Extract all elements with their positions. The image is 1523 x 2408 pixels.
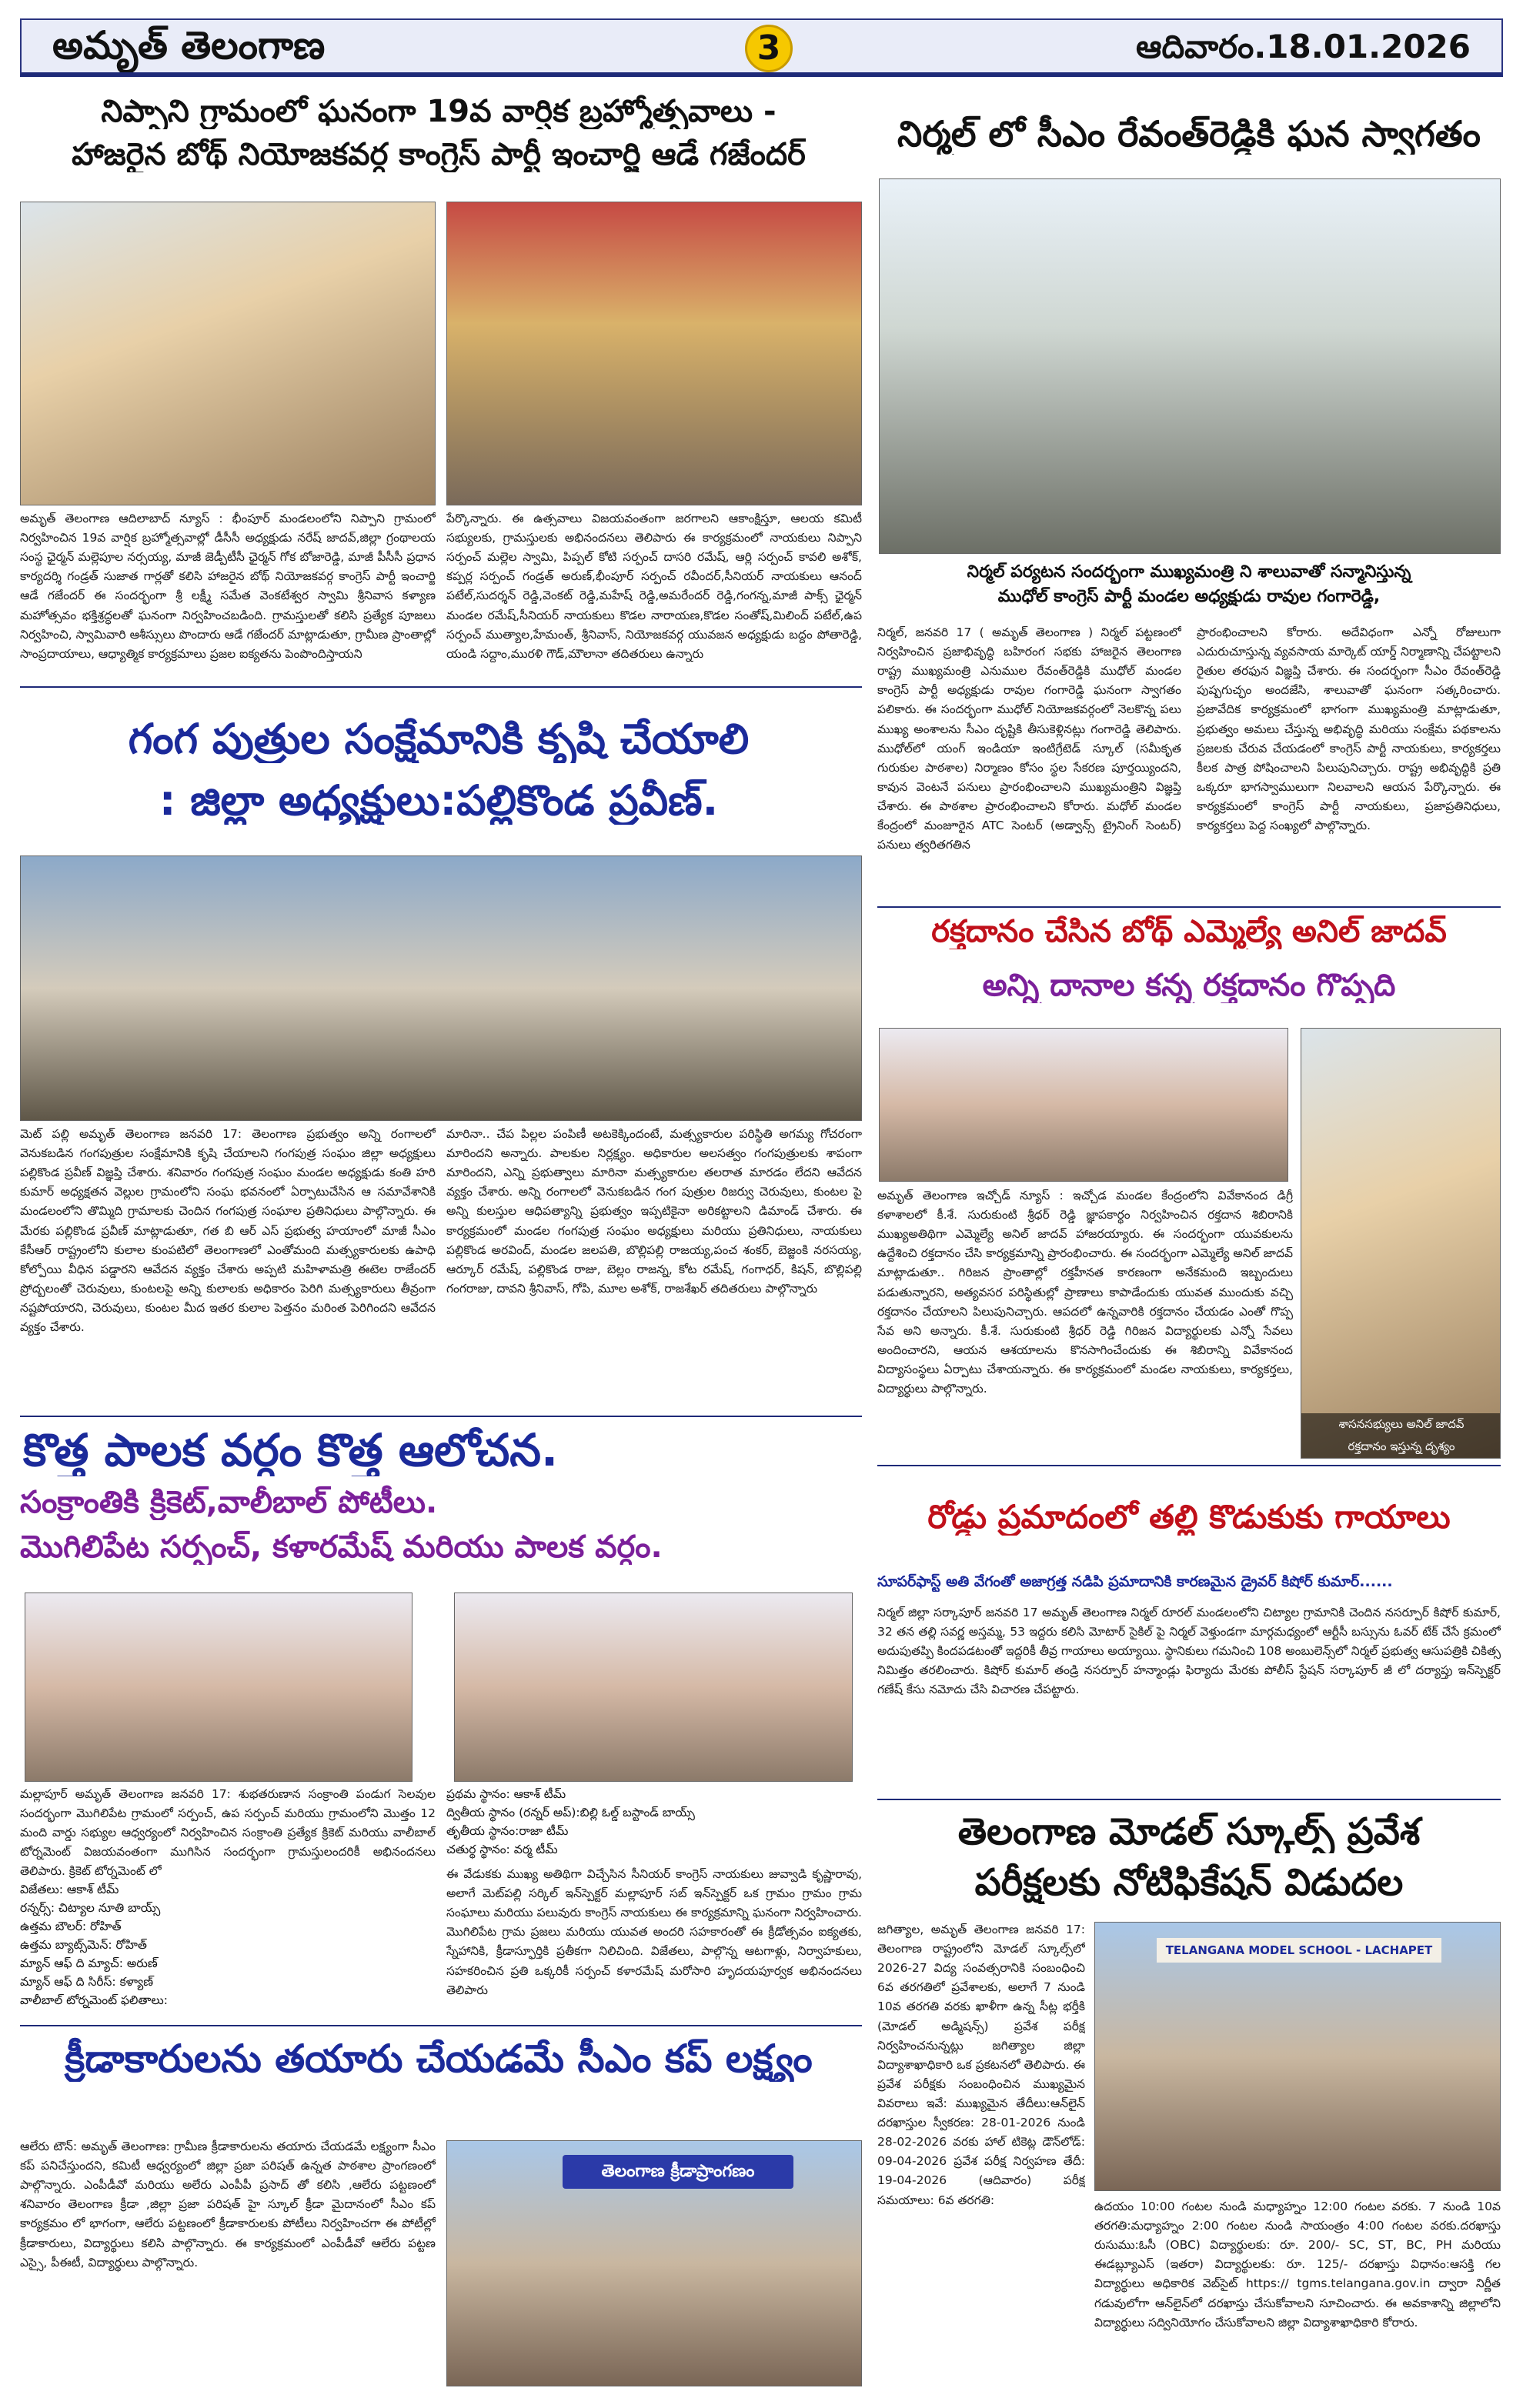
story5-subhead1: సంక్రాంతికి క్రికెట్,వాలీబాల్ పోటీలు.	[20, 1485, 438, 1520]
story1-body-col1: అమృత్ తెలంగాణ ఆదిలాబాద్ న్యూస్ : భీంపూర్ మండలంలోని నిప్పాని గ్రామంలో నిర్వహించిన 19వ వార్షిక బ్రహ్మోత్సవాల్లో డీసీసీ అధ్యక్షుడు నరేష్ జాదవ్,జిల్లా గ్రంథాలయ సంస్థ ఛైర్మన్ మల్లెపూల నర్సయ్య, మాజీ జెడ్పీటీసీ ఛైర్మన్ గోక బోజారెడ్డి, మాజీ పీసీసీ ప్రధాన కార్యదర్శి గండ్రత్ సుజాత గార్లతో కలిసి హాజరైన బోథ్ నియోజకవర్గ కాంగ్రెస్ పార్టీ ఇంచార్జి ఆడే గజేందర్ ఈ సందర్భంగా శ్రీ లక్ష్మీ సమేత వెంకటేశ్వర స్వామి శ్రీనివాస కళ్యాణ మహోత్సవం భక్తిశ్రద్ధలతో ఘనంగా నిర్వహించబడింది. గ్రామస్తులతో కలిసి ప్రత్యేక పూజలు నిర్వహించి, స్వామివారి ఆశీస్సులు పొందారు ఆడే గజేందర్ మాట్లాడుతూ, గ్రామీణ ప్రాంతాల్లో సాంప్రదాయాలు, ఆధ్యాత్మిక కార్యక్రమాలు ప్రజల ఐక్యతను పెంపొందిస్తాయని	[20, 512, 436, 661]
story2-photo-cm-welcome	[879, 178, 1501, 554]
story8-headline-line2: పరీక్షలకు నోటిఫికేషన్ విడుదల	[974, 1862, 1404, 1904]
list-item: విజేతలు: ఆకాశ్ టీమ్	[20, 1883, 119, 1896]
story5-photo-trophy	[25, 1593, 412, 1782]
story4-body: అమృత్ తెలంగాణ ఇచ్చోడ్ న్యూస్ : ఇచ్చోడ మండల కేంద్రంలోని వివేకానంద డిగ్రీ కళాశాలలో కీ.శే. సురుకుంటి శ్రీధర్ రెడ్డి జ్ఞాపకార్థం నిర్వహించిన రక్తదాన శిబిరానికి ముఖ్యఅతిథిగా ఎమ్మెల్యే అనిల్ జాదవ్ హాజరయ్యారు. ఈ సందర్భంగా యువకులను ఉద్దేశించి రక్తదానం చేసి కార్యక్రమాన్ని ప్రారంభించారు. ఈ సందర్భంగా ఎమ్మెల్యే అనిల్ జాదవ్ మాట్లాడుతూ.. గిరిజన ప్రాంతాల్లో రక్తహీనత కారణంగా అనేకమంది ఇబ్బందులు పడుతున్నారని, అత్యవసర పరిస్థితుల్లో ప్రాణాలు కాపాడేందుకు యువత ముందుకు వచ్చి రక్తదానం చేయాలని పిలుపునిచ్చారు. ఆపదలో ఉన్నవారికి రక్తదానం చేయడం ఎంతో గొప్ప సేవ అని అన్నారు. కీ.శే. సురుకుంటి శ్రీధర్ రెడ్డి గిరిజన విద్యార్థులకు ఎన్నో సేవలు అందించారని, ఆయన ఆశయాలను కొనసాగించేందుకు ఈ శిబిరాన్ని వివేకానంద విద్యాసంస్థలు ఏర్పాటు చేశాయన్నారు. ఈ కార్యక్రమంలో మండల నాయకులు, కార్యకర్తలు, విద్యార్థులు పాల్గొన్నారు.	[877, 1189, 1293, 1396]
story8-school-sign: TELANGANA MODEL SCHOOL - LACHAPET	[1157, 1938, 1441, 1963]
story5-photo-team	[454, 1593, 853, 1782]
list-item: ఉత్తమ బౌలర్: రోహిత్	[20, 1919, 122, 1934]
story4-photo-mla	[1301, 1028, 1501, 1459]
issue-date: ఆదివారం.18.01.2026	[1135, 28, 1471, 65]
divider	[20, 1416, 862, 1417]
story8-body-right: ఉదయం 10:00 గంటల నుండి మధ్యాహ్నం 12:00 గంటల వరకు. 7 నుండి 10వ తరగతి:మధ్యాహ్నం 2:00 గంటల నుండి సాయంత్రం 4:00 గంటల వరకు.దరఖాస్తు రుసుము:ఓసీ (OBC) విద్యార్థులకు: రూ. 200/- SC, ST, BC, PH మరియు ఈడబ్ల్యూఎస్ (ఇతరా) విద్యార్థులకు: రూ. 125/- దరఖాస్తు విధానం:ఆసక్తి గల విద్యార్థులు అధికారిక వెబ్‌సైట్ https:// tgms.telangana.gov.in ద్వారా నిర్ణీత గడువులోగా ఆన్‌లైన్‌లో దరఖాస్తు చేసుకోవాలని సూచించారు. ఈ అవకాశాన్ని జిల్లాలోని విద్యార్థులు సద్వినియోగం చేసుకోవాలని జిల్లా విద్యాశాఖాధికారి కోరారు.	[1094, 2200, 1501, 2330]
story1-headline-line2: హాజరైన బోథ్ నియోజకవర్గ కాంగ్రెస్ పార్టీ ఇంచార్జి ఆడే గజేందర్	[72, 137, 806, 172]
list-item: వాలీబాల్ టోర్నమెంట్ ఫలితాలు:	[20, 1993, 168, 2008]
story8-photo-school	[1094, 1922, 1501, 2191]
divider	[877, 906, 1501, 908]
story5-body-col1: మల్లాపూర్ అమృత్ తెలంగాణ జనవరి 17: శుభతరుణాన సంక్రాంతి పండుగ సెలవుల సందర్భంగా మొగిలిపేట గ్రామంలో సర్పంచ్, ఉప సర్పంచ్ మరియు గ్రామంలోని మొత్తం 12 మంది వార్డు సభ్యుల ఆధ్వర్యంలో నిర్వహించిన సంక్రాంతి ప్రత్యేక క్రికెట్ మరియు వాలీబాల్ టోర్నమెంట్ విజయవంతంగా ముగిసిన సందర్భంగా గ్రామస్తులందరికీ అభినందనలు తెలిపారు. క్రికెట్ టోర్నమెంట్ లో	[20, 1787, 436, 1879]
story4-photo-camp	[879, 1028, 1288, 1182]
story4-headline-line1: రక్తదానం చేసిన బోథ్ ఎమ్మెల్యే అనిల్ జాదవ్	[931, 914, 1447, 949]
story6-body: నిర్మల్ జిల్లా సర్కాపూర్ జనవరి 17 అమృత్ తెలంగాణ నిర్మల్ రూరల్ మండలంలోని చిట్యాల గ్రామానికి చెందిన నసర్పూర్ కిషోర్ కుమార్, 32 తన తల్లి సవర్ణ అస్తమ్మ, 53 ఇద్దరు కలిసి మోటార్ సైకిల్ పై నిర్మల్ వెళ్తుండగా మార్గమధ్యంలో ఆర్టీసీ బస్సును ఓవర్ టేక్ చేసే క్రమంలో అదుపుతప్పి కిందపడటంతో ఇద్దరికీ తీవ్ర గాయాలు అయ్యాయి. స్థానికులు గమనించి 108 అంబులెన్స్‌లో నిర్మల్ ప్రభుత్వ ఆసుపత్రికి చికిత్స నిమిత్తం తరలించారు. కిషోర్ కుమార్ తండ్రి నసర్పూర్ హన్మాండ్లు ఫిర్యాదు మేరకు పోలీస్ స్టేషన్ సర్కాపూర్ జీ లో దర్యాప్తు ఇన్‌స్పెక్టర్ గణేష్ కేసు నమోదు చేసి విచారణ చేపట్టారు.	[877, 1606, 1501, 1697]
list-item: రన్నర్స్: చిట్యాల నూతి బాయ్స్	[20, 1901, 161, 1916]
story5-headline: కొత్త పాలక వర్గం కొత్త ఆలోచన.	[23, 1425, 558, 1476]
story3-body-col1: మెట్ పల్లి అమృత్ తెలంగాణ జనవరి 17: తెలంగాణ ప్రభుత్వం అన్ని రంగాలలో వెనుకబడిన గంగపుత్రుల సంక్షేమానికి కృషి చేయాలని గంగపుత్ర సంఘం జిల్లా అధ్యక్షులు పల్లికొండ ప్రవీణ్ విజ్ఞప్తి చేశారు. శనివారం గంగపుత్ర సంఘం మండల అధ్యక్షుడు కంతి హరి కుమార్ అధ్యక్షతన వెల్లుల గ్రామంలోని సంఘ భవనంలో ఏర్పాటుచేసిన ఆ సమావేశానికి మండలంలోని తొమ్మిది గ్రామాలకు చెందిన గంగపుత్ర సంఘాల ప్రతినిధులు పాల్గొన్నారు. ఈ మేరకు పల్లికొండ ప్రవీణ్ మాట్లాడుతూ, గత బి ఆర్ ఎస్ ప్రభుత్వ హయాంలో మాజీ సీఎం కేసీఆర్ రాష్ట్రంలోని కులాల కుంపటిలో తెలంగాణలో ఎంతోమంది మత్స్యకారులకు ఉపాధి కోల్పోయి వీధిన పడ్డారని ఆవేదన వ్యక్తం చేశారు అప్పటి మహిళామత్రి ఈటెల రాజేందర్ ప్రోద్బలంతో చెరువులు, కుంటలపై అన్ని కులాలకు అధికారం పెరిగి మత్స్యకారులు తీవ్రంగా నష్టపోయారని, చెరువులు, కుంటల మీద ఇతర కులాల పెత్తనం మరింత పెరిగిందని ఆవేదన వ్యక్తం చేశారు.	[20, 1127, 436, 1335]
story1-photo-temple	[20, 202, 436, 505]
story8-body-left: జగిత్యాల, అమృత్ తెలంగాణ జనవరి 17: తెలంగాణ రాష్ట్రంలోని మోడల్ స్కూల్స్‌లో 2026-27 విద్య సంవత్సరానికి సంబంధించి 6వ తరగతిలో ప్రవేశాలకు, అలాగే 7 నుండి 10వ తరగతి వరకు ఖాళీగా ఉన్న సీట్ల భర్తీకి (మోడల్ అడ్మిషన్స్) ప్రవేశ పరీక్ష నిర్వహించనున్నట్లు జగిత్యాల జిల్లా విద్యాశాఖాధికారి ఒక ప్రకటనలో తెలిపారు. ఈ ప్రవేశ పరీక్షకు సంబంధించిన ముఖ్యమైన వివరాలు ఇవే: ముఖ్యమైన తేదీలు:ఆన్‌లైన్ దరఖాస్తుల స్వీకరణ: 28-01-2026 నుండి 28-02-2026 వరకు హాల్ టికెట్ల డౌన్‌లోడ్: 09-04-2026 ప్రవేశ పరీక్ష నిర్వహణ తేదీ: 19-04-2026 (ఆదివారం) పరీక్ష సమయాలు: 6వ తరగతి:	[877, 1923, 1085, 2207]
story3-headline-line1: గంగ పుత్రుల సంక్షేమానికి కృషి చేయాలి	[128, 715, 750, 763]
story2-headline: నిర్మల్ లో సీఎం రేవంత్‌రెడ్డికి ఘన స్వాగతం	[897, 114, 1481, 155]
story2-caption-line1: నిర్మల్ పర్యటన సందర్భంగా ముఖ్యమంత్రి ని శాలువాతో సన్మానిస్తున్న	[967, 562, 1411, 582]
list-item: ఉత్తమ బ్యాట్స్‌మెన్: రోహిత్	[20, 1938, 147, 1953]
story2-body-col1: నిర్మల్, జనవరి 17 ( అమృత్ తెలంగాణ ) నిర్మల్ పట్టణంలో నిర్వహించిన ప్రజాభివృద్ధి బహిరంగ సభకు హాజరైన తెలంగాణ రాష్ట్ర ముఖ్యమంత్రి ఎనుముల రేవంత్‌రెడ్డికి ముధోల్ మండల కాంగ్రెస్ పార్టీ అధ్యక్షుడు రావుల గంగారెడ్డి ఘనంగా స్వాగతం పలికారు. ఈ సందర్భంగా ముధోల్ నియోజకవర్గంలో నెలకొన్న పలు ముఖ్య అంశాలను సీఎం దృష్టికి తీసుకెళ్లినట్లు గంగారెడ్డి తెలిపారు. ముధోల్‌లో యంగ్ ఇండియా ఇంటిగ్రేటెడ్ స్కూల్ (సమీకృత గురుకుల పాఠశాల) నిర్మాణం కోసం స్థల సేకరణ పూర్తయ్యిందని, కావున వెంటనే పనులు ప్రారంభించాలని ముఖ్యమంత్రిని విజ్ఞప్తి చేశారు. ఈ పాఠశాల ప్రారంభించాలని కోరారు. మధోల్ మండల కేంద్రంలో మంజూరైన ATC సెంటర్ (అడ్వాన్స్ ట్రైనింగ్ సెంటర్) పనులు త్వరితగతిన	[877, 625, 1181, 852]
story6-headline: రోడ్డు ప్రమాదంలో తల్లి కొడుకుకు గాయాలు	[927, 1499, 1451, 1536]
story4-headline-line2: అన్ని దానాల కన్న రక్తదానం గొప్పది	[982, 968, 1396, 1003]
story2-body-col2: ప్రారంభించాలని కోరారు. అదేవిధంగా ఎన్నో రోజులుగా ఎదురుచూస్తున్న వ్యవసాయ మార్కెట్ యార్డ్ నిర్మాణాన్ని చేపట్టాలని రైతుల తరఫున విజ్ఞప్తి చేశారు. ఈ సందర్భంగా సీఎం రేవంత్‌రెడ్డి పుష్పగుచ్ఛం అందజేసి, శాలువాతో ఘనంగా సత్కరించారు. ప్రజావేదిక కార్యక్రమంలో భాగంగా ముఖ్యమంత్రి మాట్లాడుతూ, ప్రభుత్వం అమలు చేస్తున్న అభివృద్ధి మరియు సంక్షేమ పథకాలను ప్రజలకు చేరువ చేయడంలో కాంగ్రెస్ పార్టీ నాయకులు, కార్యకర్తలు కీలక పాత్ర పోషించాలని పిలుపునిచ్చారు. రాష్ట్ర అభివృద్ధికి ప్రతి ఒక్కరూ భాగస్వాములుగా నిలవాలని ఆయన పేర్కొన్నారు. ఈ కార్యక్రమంలో కాంగ్రెస్ పార్టీ నాయకులు, ప్రజాప్రతినిధులు, కార్యకర్తలు పెద్ద సంఖ్యలో పాల్గొన్నారు.	[1197, 625, 1501, 833]
story7-photo-stadium	[446, 2140, 862, 2386]
divider	[20, 686, 862, 688]
cricket-results-list	[20, 1880, 436, 2016]
story8-headline-line1: తెలంగాణ మోడల్ స్కూల్స్ ప్రవేశ	[957, 1811, 1421, 1853]
list-item: ద్వితీయ స్థానం (రన్నర్ అప్):బిల్లి ఓల్డ్ బస్టాండ్ బాయ్స్	[446, 1806, 695, 1820]
story1-photo-gathering	[446, 202, 862, 505]
story1-body-col2: పేర్కొన్నారు. ఈ ఉత్సవాలు విజయవంతంగా జరగాలని ఆకాంక్షిస్తూ, ఆలయ కమిటీ సభ్యులకు, గ్రామస్తులకు అభినందనలు తెలిపారు ఈ కార్యక్రమంలో నాయకులు నిప్పాని సర్పంచ్ మల్లెల స్వామి, పిప్పల్ కోటి సర్పంచ్ దాసరి రమేష్, ఆర్లి సర్పంచ్ కావలి అశోక్, కప్పర్ల సర్పంచ్ గండ్రత్ అరుణ్,భీంపూర్ సర్పంచ్ రవీందర్,సీనియర్ నాయకులు ఆనంద్ పటేల్,సుదర్శన్ రెడ్డి,వెంకట్ రెడ్డి,మహేష్ రెడ్డి,అమరేందర్ రెడ్డి,గంగన్న,మాజీ పాక్స్ ఛైర్మన్ మండల రమేష్,సీనియర్ నాయకులు కొడల నారాయణ,కొడల సంతోష్,మిలింద్ పటేల్,ఉప సర్పంచ్ ముత్యాల,హేమంత్, శ్రీనివాస్, నియోజకవర్గ యువజన అధ్యక్షుడు బద్దం పోతారెడ్డి, యండి సద్దాం,మురళి గౌడ్,మౌలానా తదితరులు ఉన్నారు	[446, 512, 862, 661]
story1-headline-line1: నిప్పాని గ్రామంలో ఘనంగా 19వ వార్షిక బ్రహ్మోత్సవాలు -	[101, 94, 777, 129]
list-item: చతుర్థ స్థానం: వర్మ టీమ్	[446, 1843, 558, 1857]
list-item: ప్రథమ స్థానం: ఆకాశ్ టీమ్	[446, 1787, 566, 1801]
list-item: మ్యాన్ ఆఫ్ ది సిరీస్: కళ్యాణ్	[20, 1975, 154, 1989]
story4-photo-caption-line1: శాసనసభ్యులు అనిల్ జాదవ్	[1301, 1413, 1501, 1435]
divider	[877, 1465, 1501, 1466]
list-item: తృతీయ స్థానం:రాజా టీమ్	[446, 1824, 569, 1839]
story3-body-col2: మారినా.. చేప పిల్లల పంపిణీ అటకెక్కిందంటే, మత్స్యకారుల పరిస్థితి అగమ్య గోచరంగా మారిందని అన్నారు. పాలకుల నిర్లక్ష్యం. అధికారుల అలసత్వం గంగపుత్రులకు శాపంగా మారిందని, ఎన్ని ప్రభుత్వాలు మారినా మత్స్యకారుల తలరాత మారడం లేదని ఆవేదన వ్యక్తం చేశారు. అన్ని రంగాలలో వెనుకబడిన గంగ పుత్రుల రిజర్వు చెరువులు, కుంటల పై అన్ని కులస్తుల ఆధిపత్యాన్ని ప్రభుత్వం ఇప్పటికైనా అరికట్టాలని డిమాండ్ చేశారు. ఈ కార్యక్రమంలో మండల గంగపుత్ర సంఘం అధ్యక్షులు మరియు ప్రతినిధులు, నాయకులు పల్లికొండ అరవింద్, మండల జలపతి, బొల్లిపల్లి రాజయ్య,పంచ శంకర్, బెజ్జంకి నరసయ్య, ఆర్కూర్ రమేష్, పల్లికొండ రాజు, బెల్లం రాజన్న, కోట రమేష్, గంగాధర్, కిషన్, బొల్లిపల్లి గంగరాజు, దావని శ్రీనివాస్, గోపి, మూల అశోక్, రాజశేఖర్ తదితరులు పాల్గొన్నారు	[446, 1127, 862, 1296]
story7-arch-sign: తెలంగాణ క్రీడాప్రాంగణం	[563, 2155, 793, 2189]
story7-body: ఆలేరు టౌన్: అమృత్ తెలంగాణ: గ్రామీణ క్రీడాకారులను తయారు చేయడమే లక్ష్యంగా సీఎం కప్ పనిచేస్తుందని, కమిటీ ఆధ్వర్యంలో జిల్లా ప్రజా పరిషత్ ఉన్నత పాఠశాల ప్రాంగణంలో పాల్గొన్నారు. ఎంపీడీవో మరియు అలేరు ఎంపీపీ ప్రసాద్ తో కలిసి ,ఆలేరు పట్టణంలో శనివారం తెలంగాణ క్రీడా ,జిల్లా ప్రజా పరిషత్ హై స్కూల్ క్రీడా మైదానంలో సీఎం కప్ కార్యక్రమం లో భాగంగా, ఆలేరు పట్టణంలో క్రీడాకారులకు పోటీలు నిర్వహించగా ఈ పోటీల్లో క్రీడాకారులు, విద్యార్థులు కలిసి పాల్గొన్నారు. ఈ కార్యక్రమంలో ఎంపీడీవో ఆలేరు పట్టణ ఎస్సై, పీఈటీ, విద్యార్థులు పాల్గొన్నారు.	[20, 2140, 436, 2270]
story4-photo-caption-line2: రక్తదానం ఇస్తున్న దృశ్యం	[1301, 1435, 1501, 1458]
story5-subhead2: మొగిలిపేట సర్పంచ్, కళారమేష్ మరియు పాలక వర్గం.	[20, 1529, 663, 1565]
story6-subhead: సూపర్‌ఫాస్ట్ అతి వేగంతో అజాగ్రత్త నడిపి ప్రమాదానికి కారణమైన డ్రైవర్ కిషోర్ కుమార్......	[877, 1573, 1393, 1590]
divider	[20, 2025, 862, 2026]
story2-caption-line2: ముధోల్ కాంగ్రెస్ పార్టీ మండల అధ్యక్షుడు రావుల గంగారెడ్డి,	[997, 587, 1381, 606]
volleyball-results-list	[446, 1785, 862, 1862]
newspaper-brand: అమృత్ తెలంగాణ	[52, 23, 326, 68]
divider	[877, 1799, 1501, 1800]
page-number-badge: 3	[745, 25, 793, 72]
story5-body-col2: ఈ వేడుకకు ముఖ్య అతిథిగా విచ్చేసిన సీనియర్ కాంగ్రెస్ నాయకులు జువ్వాడి కృష్ణారావు, అలాగే మెట్‌పల్లి సర్కిల్ ఇన్‌స్పెక్టర్ మల్లాపూర్ సబ్ ఇన్‌స్పెక్టర్ ఒక గ్రామం గ్రామం గ్రామ సంఘాలు మరియు పలువురు కాంగ్రెస్ నాయకులు ఈ కార్యక్రమాన్ని ఘనంగా నిర్వహించారు. మొగిలిపేట గ్రామ ప్రజలు మరియు యువత అందరి సహకారంతో ఈ క్రీడోత్సవం ఐక్యతకు, స్నేహానికి, క్రీడాస్ఫూర్తికి ప్రతీకగా నిలిచింది. విజేతలు, పాల్గొన్న ఆటగాళ్లు, నిర్వాహకులు, సహకరించిన ప్రతి ఒక్కరికీ సర్పంచ్ కళారమేష్ మరోసారి హృదయపూర్వక అభినందనలు తెలిపారు	[446, 1867, 862, 1997]
story7-headline: క్రీడాకారులను తయారు చేయడమే సీఎం కప్ లక్ష్యం	[65, 2037, 813, 2081]
masthead	[20, 18, 1503, 77]
story3-photo-group	[20, 855, 862, 1121]
story3-headline-line2: : జిల్లా అధ్యక్షులు:పల్లికొండ ప్రవీణ్.	[159, 777, 719, 825]
list-item: మ్యాన్ ఆఫ్ ది మ్యాచ్: అరుణ్	[20, 1956, 158, 1971]
